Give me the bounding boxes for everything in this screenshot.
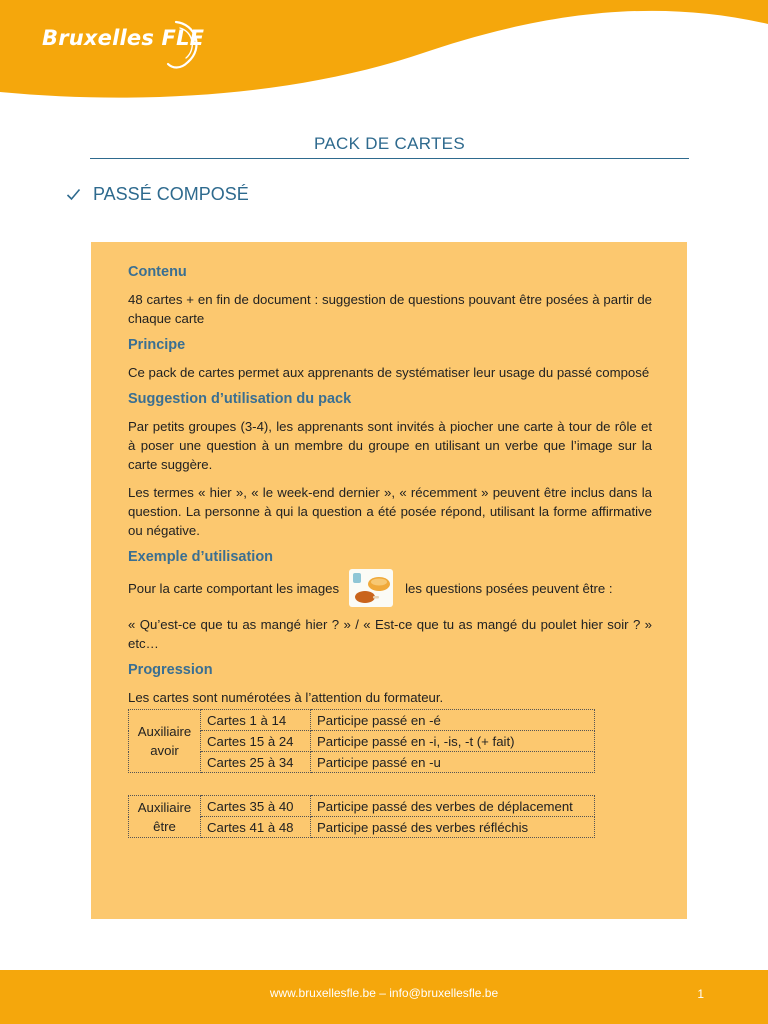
principe-text: Ce pack de cartes permet aux apprenants de systématiser leur usage du passé composé [128,365,650,380]
cartes-cell: Cartes 35 à 40 [201,796,311,817]
content-box-inner [128,264,652,838]
aux-avoir-line1: Auxiliaire [137,724,192,739]
progression-heading: Progression [128,662,213,678]
footer-contact[interactable]: www.bruxellesfle.be – info@bruxellesfle.be [269,986,499,1000]
food-image [349,569,393,607]
aux-avoir-line2: avoir [150,743,179,758]
participe-cell: Participe passé en -é [311,710,595,731]
exemple-questions: « Qu’est-ce que tu as mangé hier ? » / « Est-ce que tu as mangé du poulet hier soir ? » etc… [128,617,652,651]
table-row [129,796,595,817]
contenu-heading: Contenu [128,264,187,280]
exemple-line [128,569,652,607]
participe-cell: Participe passé en -i, -is, -t (+ fait) [311,731,595,752]
participe-cell: Participe passé en -u [311,752,595,773]
exemple-line-after: les questions posées peuvent être : [405,580,613,596]
cartes-cell: Cartes 41 à 48 [201,817,311,838]
page-title: PACK DE CARTES [314,134,465,153]
logo: Bruxelles FLE [42,26,205,50]
table-row [129,710,595,731]
aux-etre-line2: être [153,818,176,834]
participe-cell: Participe passé des verbes réfléchis [311,817,595,838]
section-heading-text: PASSÉ COMPOSÉ [93,184,249,204]
exemple-heading: Exemple d’utilisation [128,549,274,565]
cartes-cell: Cartes 25 à 34 [201,752,311,773]
table-avoir [128,709,595,773]
chicken-soup-icon [349,569,393,607]
table-etre [128,795,595,838]
header-wave [0,0,768,110]
exemple-line-before: Pour la carte comportant les images [128,580,340,596]
principe-heading: Principe [128,337,186,353]
aux-etre-cell [129,796,201,838]
suggestion-text-1: Par petits groupes (3-4), les apprenants sont invités à piocher une carte à tour de rôle et à poser une question à un membre du groupe en utilisant un verbe que l’image sur la carte suggère. [128,419,652,472]
page-number: 1 [697,987,704,1001]
cartes-cell: Cartes 15 à 24 [201,731,311,752]
contenu-text: 48 cartes + en fin de document : suggestion de questions pouvant être posées à partir de chaque carte [128,292,652,326]
content-box [91,242,687,919]
title-divider [90,158,689,159]
section-heading [66,184,249,205]
progression-intro: Les cartes sont numérotées à l’attention du formateur. [128,690,444,705]
participe-cell: Participe passé des verbes de déplacement [311,796,595,817]
logo-swirl-icon [166,18,202,76]
footer [0,970,768,1024]
aux-avoir-cell [129,710,201,773]
checkmark-icon [66,187,81,202]
suggestion-heading: Suggestion d’utilisation du pack [128,391,352,407]
aux-etre-line1: Auxiliaire [137,799,192,815]
suggestion-text-2: Les termes « hier », « le week-end dernier », « récemment » peuvent être inclus dans la question. La personne à qui la question a été posée répond, utilisant la forme affirmative ou négative. [128,485,652,538]
cartes-cell: Cartes 1 à 14 [201,710,311,731]
